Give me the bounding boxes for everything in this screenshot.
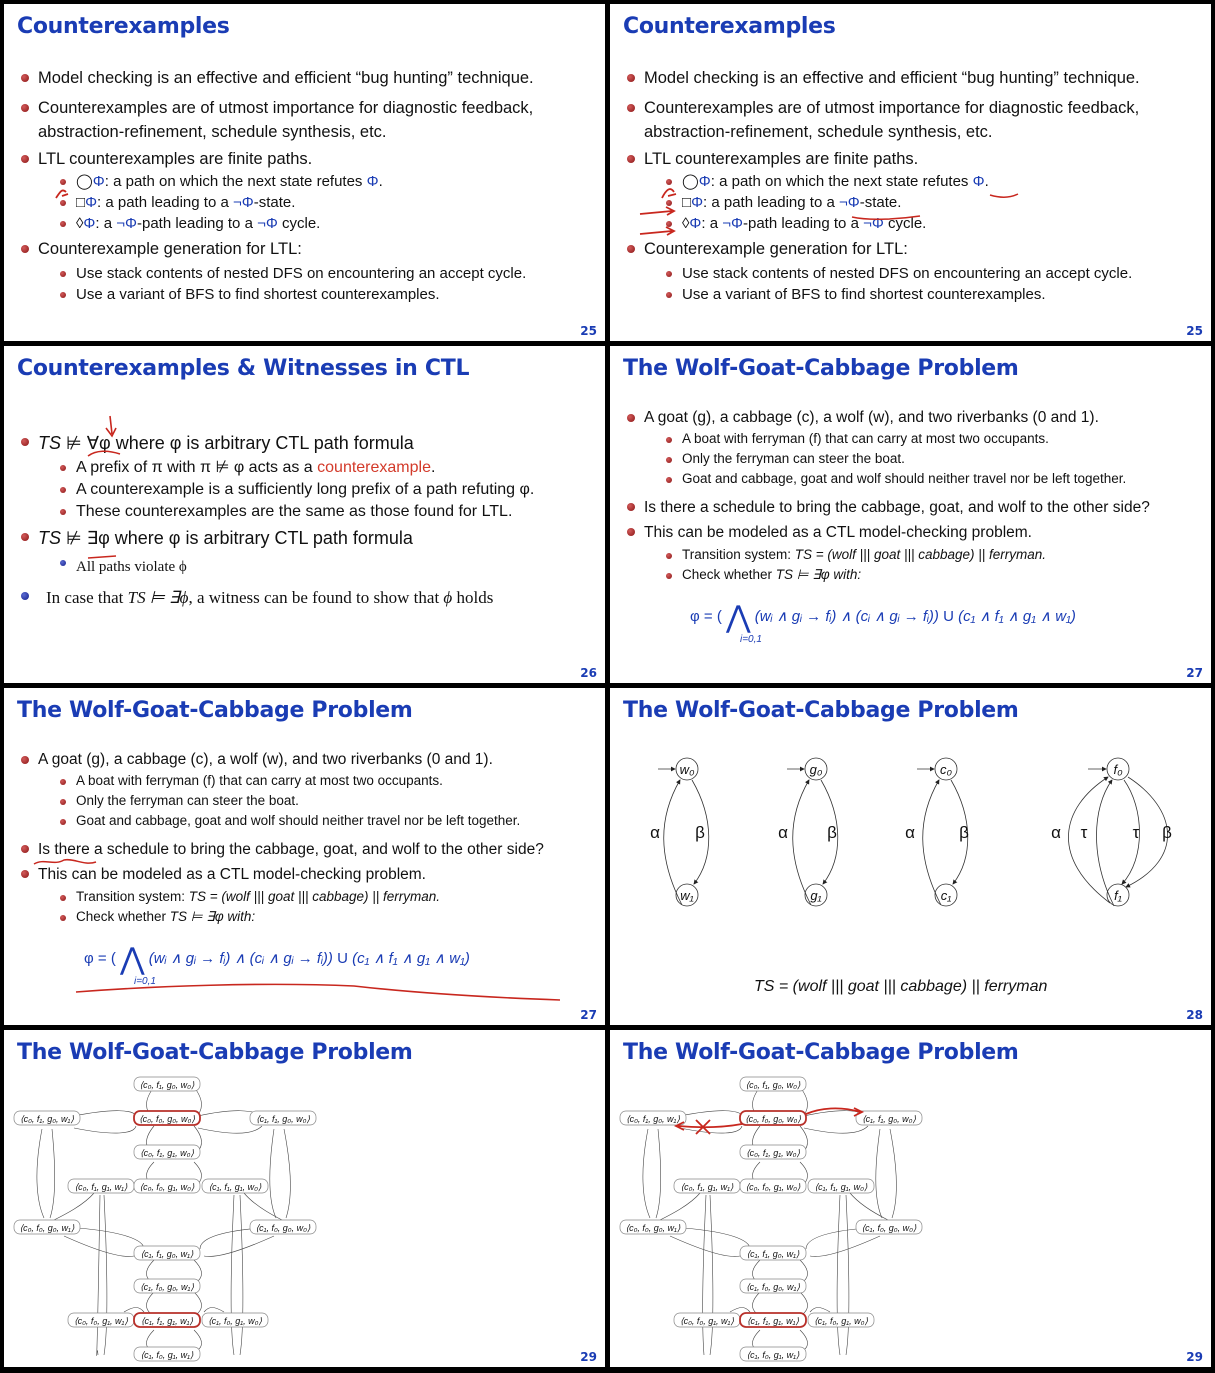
svg-text:α: α [1051,823,1061,842]
bullet: Counterexamples are of utmost importance for diagnostic feedback, abstraction-refinement, schedule synthesis, etc. [624,96,1205,144]
sub-bullet: Check whether TS ⊨ ∃φ with: [18,907,599,927]
bullet-forall: TS ⊭ ∀φ where φ is arbitrary CTL path formula [18,430,599,457]
ctl-formula: φ = ( ⋀ i=0,1 (wᵢ ∧ gᵢ → fᵢ) ∧ (cᵢ ∧ gᵢ → fᵢ)) U (c₁ ∧ f₁ ∧ g₁ ∧ w₁) [690,601,1076,645]
svg-text:β: β [1162,823,1172,842]
svg-text:α: α [778,823,788,842]
svg-text:α: α [905,823,915,842]
svg-text:⟨c₀, f₁, g₀, w₁⟩: ⟨c₀, f₁, g₀, w₁⟩ [20,1114,74,1124]
ltl-next-item: ◯Φ: a path on which the next state refutes Φ. [18,171,599,192]
bullet: Model checking is an effective and efficient “bug hunting” technique. [18,66,599,90]
bullet: A goat (g), a cabbage (c), a wolf (w), and two riverbanks (0 and 1). [18,748,599,771]
sub-bullet: Use stack contents of nested DFS on encountering an accept cycle. [18,263,599,284]
ltl-always-item: □Φ: a path leading to a ¬Φ-state. [624,192,1205,213]
svg-text:α: α [650,823,660,842]
slide-title: The Wolf-Goat-Cabbage Problem [17,698,413,723]
svg-text:⟨c₁, f₀, g₀, w₀⟩: ⟨c₁, f₀, g₀, w₀⟩ [861,1223,917,1233]
svg-text:β: β [827,823,837,842]
slide-title: The Wolf-Goat-Cabbage Problem [17,1040,413,1065]
page-number: 28 [1186,1008,1203,1022]
bullet-list [18,66,599,305]
page-number: 29 [580,1350,597,1364]
page-number: 27 [580,1008,597,1022]
svg-text:⟨c₁, f₁, g₀, w₀⟩: ⟨c₁, f₁, g₀, w₀⟩ [862,1114,916,1124]
svg-text:f₁: f₁ [1114,888,1122,903]
bullet: A goat (g), a cabbage (c), a wolf (w), and two riverbanks (0 and 1). [624,406,1205,429]
slide-29-a [4,1030,605,1367]
state-graph [610,1030,1211,1367]
sub-bullet: Check whether TS ⊨ ∃φ with: [624,565,1205,585]
slide-25-b [610,4,1211,341]
svg-text:⟨c₁, f₁, g₀, w₁⟩: ⟨c₁, f₁, g₀, w₁⟩ [140,1249,194,1259]
sub-bullet: Only the ferryman can steer the boat. [18,791,599,811]
svg-text:⟨c₀, f₀, g₀, w₁⟩: ⟨c₀, f₀, g₀, w₁⟩ [19,1223,75,1233]
slide-29-b [610,1030,1211,1367]
slide-28 [610,688,1211,1025]
page-number: 27 [1186,666,1203,680]
bullet-list [18,430,599,612]
svg-text:⟨c₀, f₁, g₁, w₁⟩: ⟨c₀, f₁, g₁, w₁⟩ [680,1182,734,1192]
svg-text:⟨c₁, f₁, g₀, w₁⟩: ⟨c₁, f₁, g₀, w₁⟩ [746,1249,800,1259]
bullet: Model checking is an effective and efficient “bug hunting” technique. [624,66,1205,90]
slide-title: Counterexamples [623,14,836,39]
sub-bullet: These counterexamples are the same as those found for LTL. [18,501,599,523]
svg-text:⟨c₁, f₀, g₁, w₁⟩: ⟨c₁, f₀, g₁, w₁⟩ [140,1350,194,1360]
bullet: Is there a schedule to bring the cabbage, goat, and wolf to the other side? [624,495,1205,520]
bullet: LTL counterexamples are finite paths. [624,147,1205,171]
svg-text:⟨c₀, f₀, g₀, w₀⟩: ⟨c₀, f₀, g₀, w₀⟩ [745,1114,801,1124]
slide-25-a [4,4,605,341]
bullet: LTL counterexamples are finite paths. [18,147,599,171]
sub-bullet: A boat with ferryman (f) that can carry at most two occupants. [624,429,1205,449]
svg-text:g₀: g₀ [809,762,823,777]
svg-text:g₁: g₁ [810,888,822,903]
sub-bullet: A boat with ferryman (f) that can carry at most two occupants. [18,771,599,791]
bullet-exists: TS ⊭ ∃φ where φ is arbitrary CTL path formula [18,525,599,552]
bullet: Is there a schedule to bring the cabbage, goat, and wolf to the other side? [18,837,599,862]
bullet: Counterexamples are of utmost importance for diagnostic feedback, abstraction-refinement, schedule synthesis, etc. [18,96,599,144]
svg-text:⟨c₀, f₀, g₁, w₁⟩: ⟨c₀, f₀, g₁, w₁⟩ [74,1316,128,1326]
sub-bullet: A counterexample is a sufficiently long prefix of a path refuting φ. [18,479,599,501]
svg-text:⟨c₀, f₀, g₀, w₀⟩: ⟨c₀, f₀, g₀, w₀⟩ [139,1114,195,1124]
ltl-next-item: ◯Φ: a path on which the next state refutes Φ. [624,171,1205,192]
svg-text:⟨c₀, f₀, g₁, w₁⟩: ⟨c₀, f₀, g₁, w₁⟩ [680,1316,734,1326]
svg-text:w₁: w₁ [680,888,694,903]
slide-title: The Wolf-Goat-Cabbage Problem [623,356,1019,381]
svg-text:⟨c₀, f₁, g₁, w₀⟩: ⟨c₀, f₁, g₁, w₀⟩ [140,1148,194,1158]
svg-text:⟨c₀, f₀, g₁, w₀⟩: ⟨c₀, f₀, g₁, w₀⟩ [139,1182,195,1192]
slide-title: The Wolf-Goat-Cabbage Problem [623,1040,1019,1065]
svg-text:w₀: w₀ [679,762,695,777]
svg-text:c₀: c₀ [940,762,952,777]
state-nodes [14,1077,316,1361]
component-automata-diagram [610,688,1211,1025]
svg-text:⟨c₀, f₁, g₀, w₀⟩: ⟨c₀, f₁, g₀, w₀⟩ [745,1080,801,1090]
slide-27-b [4,688,605,1025]
slide-title: Counterexamples & Witnesses in CTL [17,356,470,381]
svg-text:⟨c₁, f₀, g₁, w₁⟩: ⟨c₁, f₀, g₁, w₁⟩ [746,1350,800,1360]
slide-26 [4,346,605,683]
slide-27-a [610,346,1211,683]
ltl-eventually-item: ◊Φ: a ¬Φ-path leading to a ¬Φ cycle. [624,213,1205,234]
svg-text:⟨c₀, f₁, g₁, w₀⟩: ⟨c₀, f₁, g₁, w₀⟩ [746,1148,800,1158]
slide-title: Counterexamples [17,14,230,39]
bullet-list [624,66,1205,305]
svg-text:⟨c₀, f₁, g₁, w₁⟩: ⟨c₀, f₁, g₁, w₁⟩ [74,1182,128,1192]
page-number: 25 [1186,324,1203,338]
bullet-list [624,406,1205,585]
svg-text:τ: τ [1080,823,1088,842]
svg-text:⟨c₁, f₀, g₀, w₁⟩: ⟨c₁, f₀, g₀, w₁⟩ [140,1282,194,1292]
ltl-always-item: □Φ: a path leading to a ¬Φ-state. [18,192,599,213]
svg-text:⟨c₁, f₁, g₁, w₀⟩: ⟨c₁, f₁, g₁, w₀⟩ [814,1182,868,1192]
sub-bullet: A prefix of π with π ⊭ φ acts as a counterexample. [18,457,599,479]
svg-text:⟨c₀, f₁, g₀, w₀⟩: ⟨c₀, f₁, g₀, w₀⟩ [139,1080,195,1090]
bullet: This can be modeled as a CTL model-checking problem. [18,862,599,887]
svg-text:⟨c₀, f₀, g₁, w₀⟩: ⟨c₀, f₀, g₁, w₀⟩ [745,1182,801,1192]
sub-bullet: Use a variant of BFS to find shortest counterexamples. [624,284,1205,305]
sub-bullet: All paths violate ϕ [18,552,599,582]
state-nodes [620,1077,922,1361]
bullet: Counterexample generation for LTL: [18,237,599,261]
svg-text:β: β [695,823,705,842]
sub-bullet: Only the ferryman can steer the boat. [624,449,1205,469]
svg-text:⟨c₁, f₁, g₁, w₁⟩: ⟨c₁, f₁, g₁, w₁⟩ [747,1316,799,1326]
sub-bullet: Transition system: TS = (wolf ||| goat ||| cabbage) || ferryman. [18,887,599,907]
svg-text:⟨c₁, f₀, g₁, w₀⟩: ⟨c₁, f₀, g₁, w₀⟩ [814,1316,868,1326]
svg-text:β: β [959,823,969,842]
sub-bullet: Transition system: TS = (wolf ||| goat ||| cabbage) || ferryman. [624,545,1205,565]
sub-bullet: Goat and cabbage, goat and wolf should neither travel nor be left together. [18,811,599,831]
svg-text:⟨c₁, f₁, g₀, w₀⟩: ⟨c₁, f₁, g₀, w₀⟩ [256,1114,310,1124]
svg-text:⟨c₁, f₁, g₁, w₀⟩: ⟨c₁, f₁, g₁, w₀⟩ [208,1182,262,1192]
sub-bullet: Use stack contents of nested DFS on encountering an accept cycle. [624,263,1205,284]
svg-text:⟨c₁, f₁, g₁, w₁⟩: ⟨c₁, f₁, g₁, w₁⟩ [141,1316,193,1326]
svg-text:c₁: c₁ [940,888,952,903]
bullet-witness: In case that TS ⊨ ∃ϕ, a witness can be found to show that ϕ holds [18,584,599,612]
sub-bullet: Use a variant of BFS to find shortest counterexamples. [18,284,599,305]
svg-text:τ: τ [1132,823,1140,842]
svg-text:⟨c₀, f₁, g₀, w₁⟩: ⟨c₀, f₁, g₀, w₁⟩ [626,1114,680,1124]
svg-text:⟨c₁, f₀, g₀, w₀⟩: ⟨c₁, f₀, g₀, w₀⟩ [255,1223,311,1233]
ltl-eventually-item: ◊Φ: a ¬Φ-path leading to a ¬Φ cycle. [18,213,599,234]
bullet: Counterexample generation for LTL: [624,237,1205,261]
sub-bullet: Goat and cabbage, goat and wolf should neither travel nor be left together. [624,469,1205,489]
bullet-list [18,748,599,927]
slide-title: The Wolf-Goat-Cabbage Problem [623,698,1019,723]
svg-text:⟨c₀, f₀, g₀, w₁⟩: ⟨c₀, f₀, g₀, w₁⟩ [625,1223,681,1233]
page-number: 29 [1186,1350,1203,1364]
page-number: 26 [580,666,597,680]
page-number: 25 [580,324,597,338]
state-graph [4,1030,605,1367]
svg-text:⟨c₁, f₀, g₁, w₀⟩: ⟨c₁, f₀, g₁, w₀⟩ [208,1316,262,1326]
svg-text:⟨c₁, f₀, g₀, w₁⟩: ⟨c₁, f₀, g₀, w₁⟩ [746,1282,800,1292]
ctl-formula: φ = ( ⋀ i=0,1 (wᵢ ∧ gᵢ → fᵢ) ∧ (cᵢ ∧ gᵢ → fᵢ)) U (c₁ ∧ f₁ ∧ g₁ ∧ w₁) [84,943,470,987]
svg-text:f₀: f₀ [1113,762,1123,777]
bullet: This can be modeled as a CTL model-checking problem. [624,520,1205,545]
ts-expression: TS = (wolf ||| goat ||| cabbage) || ferryman [754,978,1048,995]
